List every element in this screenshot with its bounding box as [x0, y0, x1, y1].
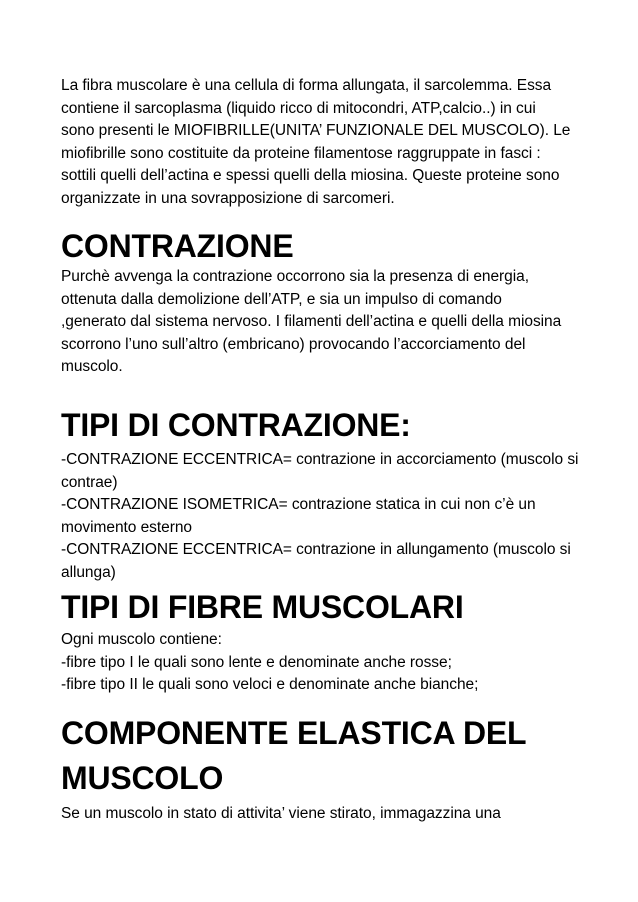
componente-elastica-paragraph — [61, 803, 501, 826]
paragraph-line: organizzate in una sovrapposizione di sarcomeri. — [61, 189, 395, 207]
list-line: -fibre tipo II le quali sono veloci e denominate anche bianche; — [61, 676, 479, 694]
paragraph-line: Purchè avvenga la contrazione occorrono sia la presenza di energia, — [61, 268, 529, 285]
list-line: -CONTRAZIONE ECCENTRICA= contrazione in accorciamento (muscolo si — [61, 451, 579, 468]
list-line: -CONTRAZIONE ISOMETRICA= contrazione statica in cui non c’è un — [61, 496, 536, 514]
paragraph-line: ,generato dal sistema nervoso. I filamenti dell’actina e quelli della miosina — [61, 313, 562, 331]
list-line: -CONTRAZIONE ECCENTRICA= contrazione in allungamento (muscolo si — [61, 541, 571, 559]
paragraph-line: sono presenti le MIOFIBRILLE(UNITA’ FUNZIONALE DEL MUSCOLO). Le — [61, 122, 571, 140]
paragraph-line: Se un muscolo in stato di attivita’ viene stirato, immagazzina una — [61, 805, 501, 822]
contrazione-paragraph — [61, 266, 561, 379]
list-line: contrae) — [61, 473, 118, 491]
paragraph-line: ottenuta dalla demolizione dell’ATP, e sia un impulso di comando — [61, 290, 502, 308]
heading-contrazione: CONTRAZIONE — [61, 228, 294, 264]
heading-componente-elastica — [61, 711, 526, 801]
paragraph-line: contiene il sarcoplasma (liquido ricco di mitocondri, ATP,calcio..) in cui — [61, 99, 536, 117]
tipi-fibre-list — [61, 629, 478, 697]
paragraph-line: sottili quelli dell’actina e spessi quelli della miosina. Queste proteine sono — [61, 167, 560, 185]
heading-tipi-di-contrazione: TIPI DI CONTRAZIONE: — [61, 407, 411, 443]
heading-tipi-di-fibre: TIPI DI FIBRE MUSCOLARI — [61, 589, 464, 625]
heading-line: MUSCOLO — [61, 760, 224, 796]
heading-line: COMPONENTE ELASTICA DEL — [61, 715, 527, 751]
paragraph-line: miofibrille sono costituite da proteine filamentose raggruppate in fasci : — [61, 144, 541, 162]
list-line: allunga) — [61, 563, 116, 581]
paragraph-line: scorrono l’uno sull’altro (embricano) provocando l’accorciamento del — [61, 335, 526, 353]
paragraph-line: La fibra muscolare è una cellula di forma allungata, il sarcolemma. Essa — [61, 77, 552, 94]
list-line: movimento esterno — [61, 518, 192, 536]
paragraph-line: muscolo. — [61, 358, 123, 376]
list-line: -fibre tipo I le quali sono lente e denominate anche rosse; — [61, 653, 452, 671]
tipi-contrazione-list — [61, 449, 578, 585]
intro-paragraph — [61, 75, 570, 211]
list-line: Ogni muscolo contiene: — [61, 631, 222, 648]
